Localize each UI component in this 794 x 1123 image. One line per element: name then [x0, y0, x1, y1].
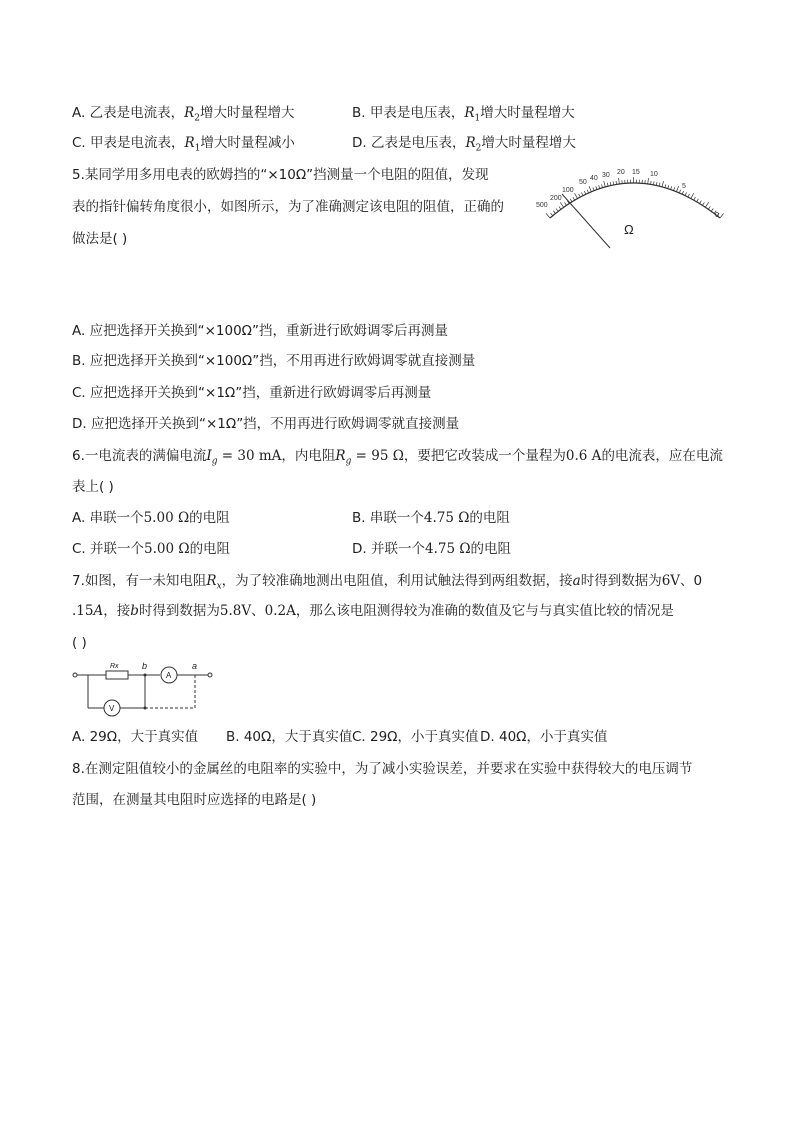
scale-label-20: 20	[617, 169, 625, 176]
dial-tick	[546, 213, 550, 218]
dial-unit-label: Ω	[624, 222, 634, 237]
dial-tick	[665, 184, 666, 187]
q5-option-a: A. 应把选择开关换到“×100Ω”挡，重新进行欧姆调零后再测量	[72, 323, 448, 339]
q4-option-d: D. 乙表是电压表，$R_2$增大时量程增大	[352, 135, 576, 154]
q7-option-b: B. 40Ω，大于真实值	[226, 729, 353, 745]
right-terminal	[208, 673, 212, 677]
dial-tick	[720, 213, 724, 218]
q7-stem-line1: 7.如图，有一未知电阻$R_x$，为了较准确地测出电阻值，利用试触法得到两组数据，接a时得到数据为6V、0	[72, 573, 703, 592]
scale-label-200: 200	[550, 195, 562, 202]
dial-tick	[705, 202, 708, 207]
q7-option-a: A. 29Ω，大于真实值	[72, 729, 199, 745]
q5-option-b: B. 应把选择开关换到“×100Ω”挡，不用再进行欧姆调零就直接测量	[72, 353, 476, 369]
dial-tick	[700, 201, 702, 204]
scale-label-15: 15	[632, 169, 640, 176]
dial-tick	[587, 190, 588, 193]
dial-tick	[593, 187, 594, 190]
dial-tick	[668, 185, 669, 188]
dial-tick	[560, 202, 563, 207]
label-b: b	[142, 661, 148, 671]
dial-tick	[599, 185, 600, 188]
q5-stem-line1: 5.某同学用多用电表的欧姆挡的“×10Ω”挡测量一个电阻的阻值，发现	[72, 167, 489, 183]
left-terminal	[73, 673, 77, 677]
q7-stem-line2: .15A，接b时得到数据为5.8V、0.2A，那么该电阻测得较为准确的数值及它与与真实值比较的情况是	[72, 603, 674, 619]
dial-tick	[607, 183, 608, 186]
dial-tick	[673, 187, 674, 190]
dial-tick	[682, 191, 683, 194]
q6-stem-line1: 6.一电流表的满偏电流$I_g = 30$ mA，内电阻$R_g = 95$ Ω，要把它改装成一个量程为0.6 A的电流表，应在电流	[72, 448, 723, 467]
dial-tick	[619, 178, 620, 184]
scale-label-0: 0	[715, 212, 719, 219]
dial-tick	[688, 194, 690, 197]
dial-tick	[679, 190, 680, 193]
dial-tick	[596, 186, 597, 189]
q8-stem-line1: 8.在测定阻值较小的金属丝的电阻率的实验中，为了减小实验误差，并要求在实验中获得较大的电压调节	[72, 761, 693, 777]
dial-tick	[551, 213, 553, 216]
dial-tick	[581, 192, 583, 195]
q7-stem-line3: ( )	[72, 635, 87, 651]
ohmmeter-dial-figure	[532, 160, 732, 255]
dial-tick	[711, 209, 713, 212]
scale-label-50: 50	[579, 179, 587, 186]
scale-label-500: 500	[536, 202, 548, 209]
voltmeter-label: V	[109, 704, 115, 713]
dial-tick	[685, 192, 687, 195]
dial-tick	[676, 186, 678, 192]
q4-option-a: A. 乙表是电流表，$R_2$增大时量程增大	[72, 105, 295, 124]
ammeter-label: A	[166, 671, 172, 680]
dial-tick	[708, 206, 710, 209]
dial-tick	[656, 182, 657, 185]
q6-stem-line2: 表上( )	[72, 479, 114, 495]
dial-tick	[565, 203, 567, 206]
q5-option-d: D. 应把选择开关换到“×1Ω”挡，不用再进行欧姆调零就直接测量	[72, 416, 460, 432]
dial-tick	[694, 197, 696, 200]
q6-option-a: A. 串联一个5.00 Ω的电阻	[72, 510, 230, 526]
q6-option-b: B. 串联一个4.75 Ω的电阻	[352, 510, 510, 526]
q7-option-d: D. 40Ω，小于真实值	[480, 729, 608, 745]
label-a: a	[192, 661, 198, 671]
dial-tick	[702, 202, 704, 205]
q7-circuit-diagram	[70, 658, 220, 718]
dial-tick	[573, 197, 575, 200]
q4-option-b: B. 甲表是电压表，$R_1$增大时量程增大	[352, 105, 575, 124]
dial-tick	[671, 186, 672, 189]
dial-tick	[604, 181, 606, 187]
scale-label-100: 100	[562, 187, 574, 194]
dial-tick	[584, 191, 586, 194]
dial-tick	[559, 206, 561, 209]
q8-stem-line2: 范围，在测量其电阻时应选择的电路是( )	[72, 792, 317, 808]
dial-tick	[570, 199, 572, 202]
q7-option-c: C. 29Ω，小于真实值	[352, 729, 479, 745]
dial-arc	[550, 183, 720, 218]
scale-label-30: 30	[602, 172, 610, 179]
q4-option-c: C. 甲表是电流表，$R_1$增大时量程减小	[72, 135, 295, 154]
q6-option-c: C. 并联一个5.00 Ω的电阻	[72, 541, 231, 557]
dial-needle	[562, 194, 610, 248]
dial-tick	[610, 182, 611, 185]
dial-tick	[697, 199, 699, 202]
dial-tick	[575, 193, 578, 198]
q5-stem-line2: 表的指针偏转角度很小，如图所示，为了准确测定该电阻的阻值，正确的	[72, 199, 504, 215]
dial-tick	[589, 186, 591, 192]
dial-tick	[553, 211, 555, 214]
dial-tick	[691, 193, 694, 198]
scale-label-40: 40	[590, 175, 598, 182]
q5-stem-line3: 做法是( )	[72, 231, 128, 247]
resistor-rx	[106, 671, 128, 679]
q5-option-c: C. 应把选择开关换到“×1Ω”挡，重新进行欧姆调零后再测量	[72, 385, 432, 401]
scale-label-5: 5	[682, 183, 686, 190]
dial-scale-labels	[536, 169, 719, 219]
scale-label-10: 10	[650, 171, 658, 178]
q6-option-d: D. 并联一个4.75 Ω的电阻	[352, 541, 512, 557]
dial-tick	[579, 194, 581, 197]
dial-tick	[602, 184, 603, 187]
dial-tick	[648, 178, 649, 184]
label-rx: Rx	[110, 663, 119, 670]
dial-tick	[659, 183, 660, 186]
dial-tick	[556, 209, 558, 212]
dial-tick	[662, 181, 664, 187]
